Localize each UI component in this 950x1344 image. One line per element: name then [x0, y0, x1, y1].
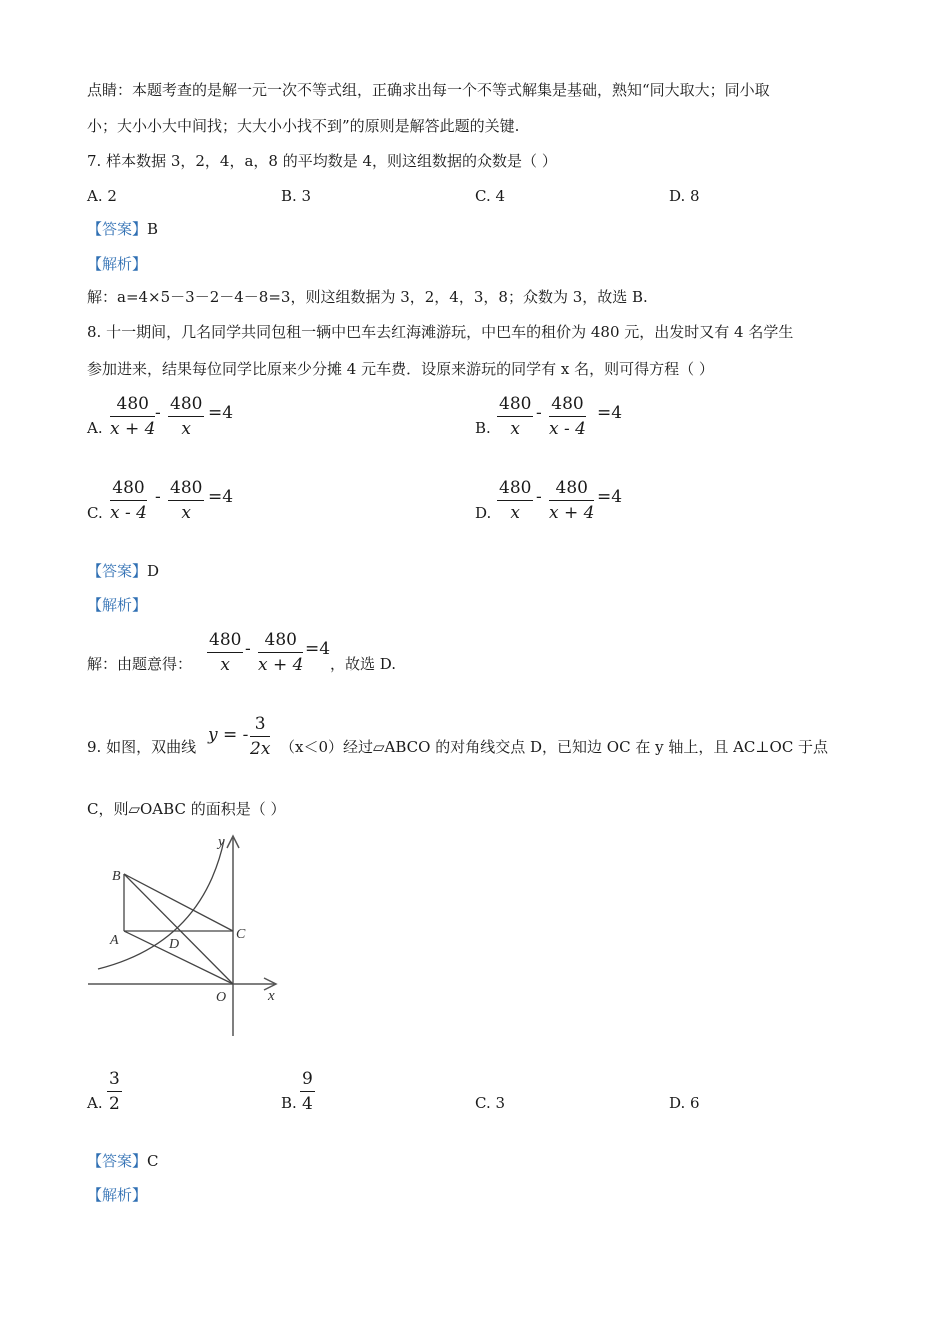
q8-b-frac-1: $\frac{480}{x}$ [499, 394, 532, 439]
q7-option-b: B. 3 [281, 187, 312, 205]
equals-four: =4 [208, 403, 234, 423]
note-line-1: 点睛：本题考查的是解一元一次不等式组，正确求出每一个不等式解集是基础，熟知“同大取大；同小取 [87, 81, 770, 99]
answer-tag: 【答案】 [87, 220, 148, 238]
q9-stem-suffix: （x＜0）经过▱ABCO 的对角线交点 D，已知边 OC 在 y 轴上，且 AC⊥OC 于点 [280, 738, 829, 756]
q8-option-d-label: D. [475, 504, 492, 522]
equals-four: =4 [597, 487, 623, 507]
q8-c-frac-1: $\frac{480}{x - 4}$ [110, 478, 147, 523]
q8-solution-frac-2: $\frac{480}{x + 4}$ [258, 630, 304, 675]
q9-func-lhs: y = - [208, 725, 249, 745]
answer-value: B [147, 220, 159, 238]
q7-answer [87, 222, 158, 237]
q9-stem-prefix: 9. 如图，双曲线 [87, 738, 197, 756]
label-y: y [218, 834, 225, 850]
q9-option-a-label: A. [87, 1094, 103, 1112]
q9-option-b-label: B. [281, 1094, 297, 1112]
q7-option-d: D. 8 [669, 187, 700, 205]
q9-stem-line-2: C，则▱OABC 的面积是（ ） [87, 800, 286, 818]
q8-solution-suffix: ，故选 D. [330, 655, 397, 673]
q8-a-frac-2: $\frac{480}{x}$ [170, 394, 203, 439]
answer-tag: 【答案】 [87, 1152, 148, 1170]
q8-a-frac-1: $\frac{480}{x + 4}$ [110, 394, 156, 439]
q7-option-c: C. 4 [475, 187, 506, 205]
minus-sign: - [536, 403, 542, 423]
minus-sign: - [155, 403, 161, 423]
q9-option-b-frac: $\frac{9}{4}$ [302, 1069, 313, 1114]
q8-stem-line-1: 8. 十一期间，几名同学共同包租一辆中巴车去红海滩游玩，中巴车的租价为 480 元，出发时又有 4 名学生 [87, 323, 794, 341]
label-a: A [110, 933, 119, 948]
diagonal-bo [124, 874, 233, 984]
q9-analysis-tag: 【解析】 [87, 1186, 148, 1204]
answer-tag: 【答案】 [87, 562, 148, 580]
label-d: D [169, 937, 180, 952]
q8-d-frac-2: $\frac{480}{x + 4}$ [549, 478, 595, 523]
q7-solution: 解：a=4×5－3－2－4－8=3，则这组数据为 3，2，4，3，8；众数为 3，故选 B. [87, 288, 648, 306]
label-o: O [216, 990, 227, 1005]
q8-option-b-label: B. [475, 419, 491, 437]
answer-value: C [147, 1152, 159, 1170]
q7-stem: 7. 样本数据 3，2，4，a，8 的平均数是 4，则这组数据的众数是（ ） [87, 152, 557, 170]
minus-sign: - [536, 487, 542, 507]
q9-option-a-frac: $\frac{3}{2}$ [109, 1069, 120, 1114]
q9-figure [80, 828, 290, 1040]
q9-option-c: C. 3 [475, 1094, 506, 1112]
q8-stem-line-2: 参加进来，结果每位同学比原来少分摊 4 元车费．设原来游玩的同学有 x 名，则可得方程（ ） [87, 360, 714, 378]
answer-value: D [147, 562, 160, 580]
label-b: B [112, 869, 121, 884]
q8-solution-frac-1: $\frac{480}{x}$ [209, 630, 242, 675]
equals-four: =4 [305, 639, 331, 659]
q8-option-c-label: C. [87, 504, 103, 522]
label-x: x [268, 988, 275, 1004]
note-line-2: 小；大小小大中间找；大大小小找不到”的原则是解答此题的关键. [87, 117, 520, 135]
equals-four: =4 [597, 403, 623, 423]
q7-analysis-tag: 【解析】 [87, 255, 148, 273]
segment-bc [124, 874, 233, 931]
q8-solution-prefix: 解：由题意得： [87, 655, 193, 673]
q9-answer [87, 1154, 159, 1169]
q8-analysis-tag: 【解析】 [87, 596, 148, 614]
q8-b-frac-2: $\frac{480}{x - 4}$ [549, 394, 586, 439]
q8-c-frac-2: $\frac{480}{x}$ [170, 478, 203, 523]
minus-sign: - [155, 487, 161, 507]
equals-four: =4 [208, 487, 234, 507]
q8-d-frac-1: $\frac{480}{x}$ [499, 478, 532, 523]
q9-option-d: D. 6 [669, 1094, 700, 1112]
minus-sign: - [245, 639, 251, 659]
q9-func-frac: $\frac{3}{2x}$ [250, 714, 271, 759]
q7-option-a: A. 2 [87, 187, 117, 205]
q8-option-a-label: A. [87, 419, 103, 437]
label-c: C [236, 927, 246, 942]
q8-answer [87, 564, 159, 579]
